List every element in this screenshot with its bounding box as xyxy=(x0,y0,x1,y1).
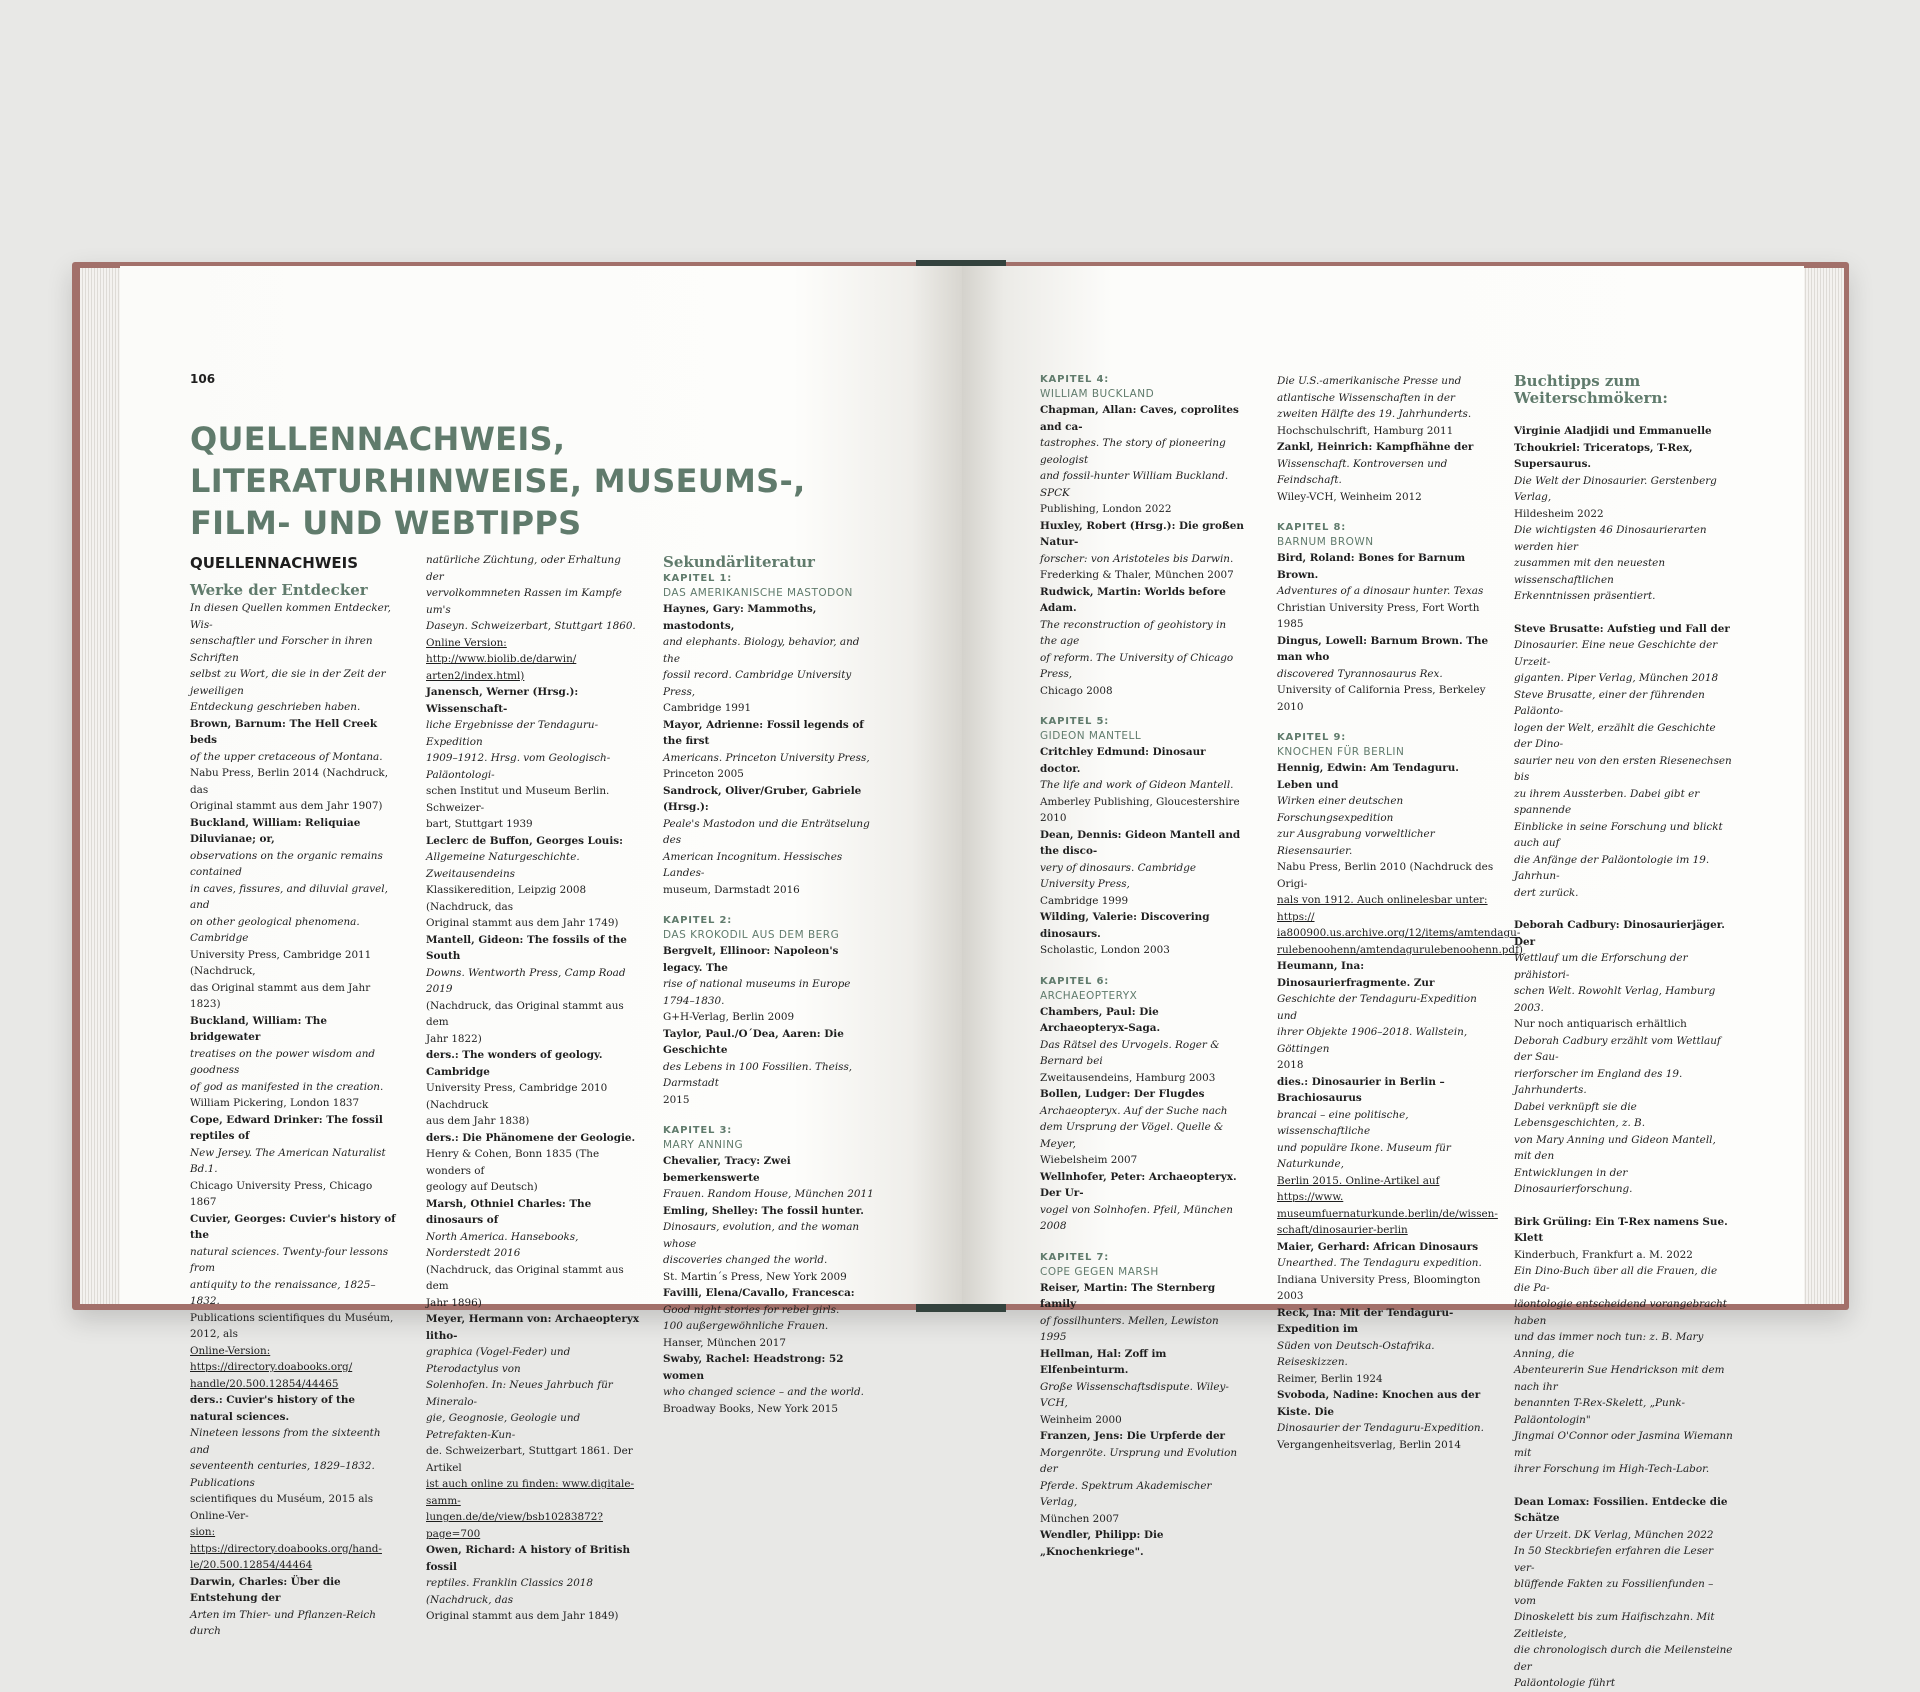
reference-line: geology auf Deutsch) xyxy=(426,1181,538,1193)
chapter-references xyxy=(663,601,878,898)
reference-line[interactable]: museumfuernaturkunde.berlin/de/wissen- xyxy=(1277,1207,1498,1220)
reference-line: logen der Welt, erzählt die Geschichte der Dino- xyxy=(1514,721,1716,750)
reference-line: Mayor, Adrienne: Fossil legends of the first xyxy=(663,718,864,747)
reference-line: Virginie Aladjidi und Emmanuelle xyxy=(1514,425,1712,437)
reference-line: Allgemeine Naturgeschichte. Zweitausendeins xyxy=(426,851,580,880)
reference-line: ihrer Forschung im High-Tech-Labor. xyxy=(1514,1463,1710,1475)
reference-line: Dingus, Lowell: Barnum Brown. The man who xyxy=(1277,634,1489,663)
reference-line: Dean, Dennis: Gideon Mantell and the disco- xyxy=(1040,828,1241,857)
chapter-references xyxy=(1277,550,1497,715)
chapter-references xyxy=(1040,1004,1246,1235)
chapter-number: KAPITEL 1: xyxy=(663,573,733,584)
reference-line: Deborah Cadbury: Dinosaurierjäger. Der xyxy=(1514,919,1725,948)
reference-line: selbst zu Wort, die sie in der Zeit der jeweiligen xyxy=(190,668,386,697)
column-3-sections xyxy=(663,572,878,1417)
reference-line: das Original stammt aus dem Jahr 1823) xyxy=(190,981,371,1010)
reference-line: brancai – eine politische, wissenschaftliche xyxy=(1277,1108,1409,1137)
reference-line: Unearthed. The Tendaguru expedition. xyxy=(1277,1257,1482,1269)
reference-line: natural sciences. Twenty-four lessons from xyxy=(190,1245,389,1274)
reference-line: Erkenntnissen präsentiert. xyxy=(1514,590,1656,602)
reference-line: Peale's Mastodon und die Enträtselung des xyxy=(663,817,870,846)
reference-line: University Press, Cambridge 2011 (Nachdruck, xyxy=(190,948,372,977)
reference-line: de. Schweizerbart, Stuttgart 1861. Der Artikel xyxy=(426,1445,633,1474)
reference-line: fossil record. Cambridge University Press, xyxy=(663,669,852,698)
reference-line: Cambridge 1999 xyxy=(1040,894,1129,907)
reference-line: Swaby, Rachel: Headstrong: 52 women xyxy=(663,1353,844,1382)
reference-line: Indiana University Press, Bloomington 2003 xyxy=(1277,1273,1481,1302)
reference-line: Große Wissenschaftsdispute. Wiley-VCH, xyxy=(1040,1380,1229,1409)
reference-line: University of California Press, Berkeley 2010 xyxy=(1277,684,1486,713)
column-4-sections xyxy=(1040,373,1246,1560)
reference-line: St. Martin´s Press, New York 2009 xyxy=(663,1270,847,1283)
reference-line: Cambridge 1991 xyxy=(663,702,752,714)
reference-line: Hellman, Hal: Zoff im Elfenbeinturm. xyxy=(1040,1347,1167,1376)
book-tip-entry xyxy=(1514,423,1736,605)
reference-line[interactable]: sion: https://directory.doabooks.org/hand- xyxy=(190,1526,382,1555)
reference-line: museum, Darmstadt 2016 xyxy=(663,883,800,896)
reference-line: Dinosaurier. Eine neue Geschichte der Urzeit- xyxy=(1514,639,1718,668)
chapter-references xyxy=(1277,760,1523,1453)
reference-line: The reconstruction of geohistory in the age xyxy=(1040,618,1227,647)
reference-line: Americans. Princeton University Press, xyxy=(663,751,870,764)
reference-line: Hochschulschrift, Hamburg 2011 xyxy=(1277,424,1454,437)
reference-line: Archaeopteryx. Auf der Suche nach xyxy=(1040,1104,1228,1117)
reference-line: Das Rätsel des Urvogels. Roger & Bernard bei xyxy=(1040,1038,1220,1067)
reference-line[interactable]: Online-Version: https://directory.doabooks.org/ xyxy=(190,1344,353,1373)
chapter-number: KAPITEL 4: xyxy=(1040,374,1110,385)
reference-line: Chicago 2008 xyxy=(1040,684,1113,697)
reference-line: Weinheim 2000 xyxy=(1040,1413,1122,1426)
reference-line: Wiebelsheim 2007 xyxy=(1040,1154,1138,1166)
reference-line: atlantische Wissenschaften in der xyxy=(1277,391,1455,404)
column-4 xyxy=(1040,373,1246,1560)
reference-line: Einblicke in seine Forschung und blickt auch auf xyxy=(1514,820,1723,849)
reference-line: Ein Dino-Buch über all die Frauen, die die Pa- xyxy=(1514,1265,1718,1294)
reference-line: bart, Stuttgart 1939 xyxy=(426,818,533,830)
reference-line: Zweitausendeins, Hamburg 2003 xyxy=(1040,1071,1216,1084)
reference-line: vervolkommneten Rassen im Kampfe um's xyxy=(426,587,622,616)
reference-line: Haynes, Gary: Mammoths, mastodonts, xyxy=(663,603,817,632)
reference-line: Morgenröte. Ursprung und Evolution der xyxy=(1040,1446,1238,1475)
book-tip-entry xyxy=(1514,917,1736,1198)
reference-line: Reck, Ina: Mit der Tendaguru-Expedition im xyxy=(1277,1306,1454,1335)
reference-line: discoveries changed the world. xyxy=(663,1254,828,1266)
reference-line: who changed science – and the world. xyxy=(663,1386,864,1398)
reference-line: Hanser, München 2017 xyxy=(663,1336,786,1349)
chapter-number: KAPITEL 5: xyxy=(1040,716,1110,727)
reference-line: forscher: von Aristoteles bis Darwin. xyxy=(1040,552,1234,565)
reference-line: scientifiques du Muséum, 2015 als Online-Ver- xyxy=(190,1493,374,1522)
heading-sekundaerliteratur: Sekundärliteratur xyxy=(663,553,815,571)
reference-line: discovered Tyrannosaurus Rex. xyxy=(1277,667,1443,680)
reference-line: seventeenth centuries, 1829–1832. Publications xyxy=(190,1460,375,1489)
reference-line: rierforscher im England des 19. Jahrhunderts. xyxy=(1514,1067,1683,1096)
page-edges-left xyxy=(80,268,124,1304)
reference-line: zweiten Hälfte des 19. Jahrhunderts. xyxy=(1277,408,1472,420)
column-5 xyxy=(1277,373,1523,1453)
reference-line: Solenhofen. In: Neues Jahrbuch für Mineralo- xyxy=(426,1379,613,1408)
reference-line: Cuvier, Georges: Cuvier's history of the xyxy=(190,1212,396,1241)
reference-line: Meyer, Hermann von: Archaeopteryx litho- xyxy=(426,1313,640,1342)
reference-line: of god as manifested in the creation. xyxy=(190,1080,384,1093)
page-number: 106 xyxy=(190,372,216,386)
reference-line: zur Ausgrabung vorweltlicher Riesensaurier. xyxy=(1277,828,1435,857)
reference-line: Wirken einer deutschen Forschungsexpedition xyxy=(1277,795,1404,824)
reference-line: In diesen Quellen kommen Entdecker, Wis- xyxy=(190,602,391,631)
reference-line: ihrer Objekte 1906–2018. Wallstein, Göttingen xyxy=(1277,1026,1468,1055)
chapter-number: KAPITEL 7: xyxy=(1040,1251,1110,1263)
reference-line: Maier, Gerhard: African Dinosaurs xyxy=(1277,1240,1479,1253)
chapter-references xyxy=(1040,744,1246,959)
reference-line: dies.: Dinosaurier in Berlin – Brachiosaurus xyxy=(1277,1075,1445,1104)
reference-line: Abenteurerin Sue Hendrickson mit dem nach ihr xyxy=(1514,1364,1725,1393)
reference-line: Entdeckung geschrieben haben. xyxy=(190,701,361,713)
reference-line: Mantell, Gideon: The fossils of the South xyxy=(426,933,627,962)
reference-line: Cope, Edward Drinker: The fossil reptiles of xyxy=(190,1113,383,1142)
reference-line: gie, Geognosie, Geologie und Petrefakten-Kun- xyxy=(426,1412,581,1441)
column-6-entries xyxy=(1514,407,1736,1692)
reference-line: Franzen, Jens: Die Urpferde der xyxy=(1040,1430,1226,1442)
reference-line: die Anfänge der Paläontologie im 19. Jahrhun- xyxy=(1514,853,1710,882)
reference-line: Wiley-VCH, Weinheim 2012 xyxy=(1277,490,1422,503)
chapter-title: MARY ANNING xyxy=(663,1139,744,1151)
reference-line: Christian University Press, Fort Worth 1985 xyxy=(1277,601,1480,630)
section-heading-quellennachweis: QUELLENNACHWEIS xyxy=(190,554,358,572)
reference-line: Nineteen lessons from the sixteenth and xyxy=(190,1427,381,1456)
reference-line: Jahr 1896) xyxy=(426,1296,482,1309)
reference-line: Wellnhofer, Peter: Archaeopteryx. Der Ur- xyxy=(1040,1170,1237,1199)
reference-line: Marsh, Othniel Charles: The dinosaurs of xyxy=(426,1197,592,1226)
reference-line: Buckland, William: The bridgewater xyxy=(190,1014,327,1043)
reference-line: Kinderbuch, Frankfurt a. M. 2022 xyxy=(1514,1248,1693,1261)
chapter-title: COPE GEGEN MARSH xyxy=(1040,1265,1159,1278)
reference-line: ders.: Cuvier's history of the natural sciences. xyxy=(190,1394,356,1423)
reference-line: antiquity to the renaissance, 1825–1832. xyxy=(190,1278,376,1307)
reference-line: Geschichte der Tendaguru-Expedition und xyxy=(1277,993,1477,1022)
reference-line: Entwicklungen in der Dinosaurierforschung. xyxy=(1514,1166,1633,1195)
reference-line: Tchoukriel: Triceratops, T-Rex, Supersaurus. xyxy=(1514,441,1693,470)
reference-line: Hennig, Edwin: Am Tendaguru. Leben und xyxy=(1277,762,1459,791)
reference-line: Zankl, Heinrich: Kampfhähne der xyxy=(1277,441,1474,453)
reference-line: Janensch, Werner (Hrsg.): Wissenschaft- xyxy=(426,686,579,715)
reference-line: Amberley Publishing, Gloucestershire 2010 xyxy=(1040,795,1240,824)
reference-line: Dinoskelett bis zum Haifischzahn. Mit Zeitleiste, xyxy=(1514,1611,1715,1640)
reference-line: (Nachdruck, das Original stammt aus dem xyxy=(426,999,624,1028)
column-5-intro xyxy=(1277,373,1497,505)
chapter-title: BARNUM BROWN xyxy=(1277,536,1374,548)
reference-line: University Press, Cambridge 2010 (Nachdruck xyxy=(426,1082,608,1111)
reference-line: tastrophes. The story of pioneering geologist xyxy=(1040,437,1226,466)
reference-line: and fossil-hunter William Buckland. SPCK xyxy=(1040,470,1229,499)
book-tip-entry xyxy=(1514,621,1736,902)
reference-line: schen Welt. Rowohlt Verlag, Hamburg 2003. xyxy=(1514,985,1716,1014)
reference-line: New Jersey. The American Naturalist Bd.1. xyxy=(190,1146,386,1175)
reference-line: Sandrock, Oliver/Gruber, Gabriele (Hrsg.): xyxy=(663,784,862,813)
column-1-body xyxy=(190,600,398,1640)
reference-line: Publishing, London 2022 xyxy=(1040,503,1172,515)
column-6 xyxy=(1514,373,1736,1692)
chapter-number: KAPITEL 3: xyxy=(663,1125,733,1136)
reference-line: Henry & Cohen, Bonn 1835 (The wonders of xyxy=(426,1148,600,1177)
reference-line: zu ihrem Aussterben. Dabei gibt er spannende xyxy=(1514,787,1700,816)
reference-line: Klassikeredition, Leipzig 2008 (Nachdruck, das xyxy=(426,884,587,913)
page-title: QUELLENNACHWEIS, LITERATURHINWEISE, MUSEUMS-, FILM- UND WEBTIPPS xyxy=(190,420,806,542)
reference-line: Reiser, Martin: The Sternberg family xyxy=(1040,1281,1216,1310)
reference-line: vogel von Solnhofen. Pfeil, München 2008 xyxy=(1040,1203,1233,1232)
reference-line: senschaftler und Forscher in ihren Schriften xyxy=(190,635,373,664)
chapter-number: KAPITEL 2: xyxy=(663,915,733,926)
reference-line: Darwin, Charles: Über die Entstehung der xyxy=(190,1575,341,1604)
reference-line: saurier neu von den ersten Riesenechsen bis xyxy=(1514,754,1732,783)
reference-line: des Lebens in 100 Fossilien. Theiss, Darmstadt xyxy=(663,1060,853,1089)
page-edges-right xyxy=(1800,268,1844,1304)
chapter-title: DAS AMERIKANISCHE MASTODON xyxy=(663,587,853,599)
reference-line: Nur noch antiquarisch erhältlich xyxy=(1514,1018,1687,1030)
reference-line: Brown, Barnum: The Hell Creek beds xyxy=(190,717,378,746)
reference-line[interactable]: arten2/index.html) xyxy=(426,669,525,682)
reference-line: Chapman, Allan: Caves, coprolites and ca- xyxy=(1040,404,1239,433)
reference-line[interactable]: ia800900.us.archive.org/12/items/amtendagu- xyxy=(1277,927,1521,939)
reference-line: reptiles. Franklin Classics 2018 (Nachdruck, das xyxy=(426,1577,594,1606)
reference-line: Die U.S.-amerikanische Presse und xyxy=(1277,375,1462,387)
reference-line[interactable]: le/20.500.12854/44464 xyxy=(190,1559,313,1571)
column-2-body xyxy=(426,552,640,1625)
reference-line: Leclerc de Buffon, Georges Louis: xyxy=(426,834,623,847)
reference-line: Heumann, Ina: Dinosaurierfragmente. Zur xyxy=(1277,960,1435,989)
heading-buchtipps: Buchtipps zum Weiterschmökern: xyxy=(1514,372,1668,407)
reference-line: Bergvelt, Ellinoor: Napoleon's legacy. The xyxy=(663,945,839,974)
reference-line[interactable]: schaft/dinosaurier-berlin xyxy=(1277,1224,1408,1236)
reference-line: treatises on the power wisdom and goodness xyxy=(190,1047,376,1076)
chapter-title: WILLIAM BUCKLAND xyxy=(1040,388,1155,400)
reference-line: Dinosaurs, evolution, and the woman whose xyxy=(663,1221,860,1250)
reference-line: Steve Brusatte, einer der führenden Paläonto- xyxy=(1514,688,1705,717)
reference-line: in caves, fissures, and diluvial gravel, and xyxy=(190,882,388,911)
chapter-references xyxy=(663,943,878,1108)
reference-line: Rudwick, Martin: Worlds before Adam. xyxy=(1040,585,1226,614)
reference-line: Emling, Shelley: The fossil hunter. xyxy=(663,1204,864,1217)
reference-line: Die wichtigsten 46 Dinosaurierarten werden hier xyxy=(1514,524,1707,553)
chapter-references xyxy=(1040,402,1246,699)
reference-line[interactable]: handle/20.500.12854/44465 xyxy=(190,1377,339,1390)
book-tip-entry xyxy=(1514,1494,1736,1692)
reference-line: Arten im Thier- und Pflanzen-Reich durch xyxy=(190,1608,376,1637)
reference-line: Nabu Press, Berlin 2010 (Nachdruck des Origi- xyxy=(1277,861,1494,890)
chapter-title: GIDEON MANTELL xyxy=(1040,730,1142,742)
reference-line: graphica (Vogel-Feder) und Pterodactylus von xyxy=(426,1346,571,1375)
reference-line: die chronologisch durch die Meilensteine der xyxy=(1514,1644,1733,1673)
reference-line[interactable]: Online Version: http://www.biolib.de/darwin/ xyxy=(426,636,577,665)
reference-line: München 2007 xyxy=(1040,1512,1120,1525)
reference-line: Chicago University Press, Chicago 1867 xyxy=(190,1179,373,1208)
reference-line: dert zurück. xyxy=(1514,886,1579,899)
reference-line: Wettlauf um die Erforschung der prähistori- xyxy=(1514,952,1688,981)
reference-line: ders.: Die Phänomene der Geologie. xyxy=(426,1131,636,1144)
reference-line: Chevalier, Tracy: Zwei bemerkenswerte xyxy=(663,1155,791,1184)
reference-line: Steve Brusatte: Aufstieg und Fall der xyxy=(1514,622,1730,635)
reference-line: 100 außergewöhnliche Frauen. xyxy=(663,1320,829,1332)
reference-line: Scholastic, London 2003 xyxy=(1040,944,1170,956)
reference-line: Downs. Wentworth Press, Camp Road 2019 xyxy=(426,966,626,995)
reference-line[interactable]: rulebenoohenn/amtendagurulebenoohenn.pdf) xyxy=(1277,943,1523,956)
reference-line: Original stammt aus dem Jahr 1907) xyxy=(190,800,383,812)
reference-line: Taylor, Paul./O´Dea, Aaren: Die Geschichte xyxy=(663,1027,844,1056)
reference-line: Nabu Press, Berlin 2014 (Nachdruck, das xyxy=(190,767,389,796)
reference-line: Die Welt der Dinosaurier. Gerstenberg Verlag, xyxy=(1514,474,1717,503)
reference-line: Jahr 1822) xyxy=(426,1032,482,1045)
reference-line: The life and work of Gideon Mantell. xyxy=(1040,779,1234,791)
subheading-werke-der-entdecker: Werke der Entdecker xyxy=(190,581,368,599)
reference-line: In 50 Steckbriefen erfahren die Leser ver- xyxy=(1514,1545,1714,1574)
reference-line: Dean Lomax: Fossilien. Entdecke die Schätze xyxy=(1514,1495,1728,1524)
chapter-references xyxy=(663,1153,878,1417)
reference-line: Bollen, Ludger: Der Flugdes xyxy=(1040,1088,1205,1100)
reference-line: 2015 xyxy=(663,1093,690,1106)
reference-line: Wilding, Valerie: Discovering dinosaurs. xyxy=(1040,911,1210,940)
chapter-title: DAS KROKODIL AUS DEM BERG xyxy=(663,929,840,941)
reference-line: Buckland, William: Reliquiae Diluvianae; or, xyxy=(190,816,361,845)
reference-line: und das immer noch tun: z. B. Mary Anning, die xyxy=(1514,1331,1704,1360)
reference-line: Chambers, Paul: Die Archaeopteryx-Saga. xyxy=(1040,1005,1161,1034)
reference-line: der Urzeit. DK Verlag, München 2022 xyxy=(1514,1528,1714,1541)
reference-line: Birk Grüling: Ein T-Rex namens Sue. Klett xyxy=(1514,1215,1728,1244)
reference-line: North America. Hansebooks, Norderstedt 2016 xyxy=(426,1230,579,1259)
reference-line: Svoboda, Nadine: Knochen aus der Kiste. Die xyxy=(1277,1389,1481,1418)
reference-line: Reimer, Berlin 1924 xyxy=(1277,1372,1383,1385)
reference-line: Wendler, Philipp: Die „Knochenkriege". xyxy=(1040,1529,1164,1558)
reference-line: Favilli, Elena/Cavallo, Francesca: xyxy=(663,1287,855,1299)
reference-line: Paläontologie führt xyxy=(1514,1677,1615,1689)
reference-line: von Mary Anning und Gideon Mantell, mit den xyxy=(1514,1133,1716,1162)
column-1 xyxy=(190,552,398,1640)
reference-line: giganten. Piper Verlag, München 2018 xyxy=(1514,672,1719,684)
reference-line: on other geological phenomena. Cambridge xyxy=(190,915,360,944)
reference-line: Vergangenheitsverlag, Berlin 2014 xyxy=(1277,1438,1461,1451)
reference-line: of fossilhunters. Mellen, Lewiston 1995 xyxy=(1040,1314,1219,1343)
reference-line[interactable]: ist auch online zu finden: www.digitale-samm- xyxy=(426,1478,635,1507)
reference-line: dem Ursprung der Vögel. Quelle & Meyer, xyxy=(1040,1121,1224,1150)
book-tip-entry xyxy=(1514,1214,1736,1478)
reference-line: Pferde. Spektrum Akademischer Verlag, xyxy=(1040,1479,1212,1508)
reference-line: (Nachdruck, das Original stammt aus dem xyxy=(426,1263,624,1292)
column-2 xyxy=(426,552,640,1625)
reference-line: Wissenschaft. Kontroversen und Feindschaft. xyxy=(1277,457,1448,486)
reference-line: aus dem Jahr 1838) xyxy=(426,1115,530,1127)
reference-line: Hildesheim 2022 xyxy=(1514,507,1604,520)
chapter-references xyxy=(1040,1280,1246,1561)
reference-line: Publications scientifiques du Muséum, 2012, als xyxy=(190,1311,394,1340)
chapter-number: KAPITEL 8: xyxy=(1277,522,1347,533)
reference-line: Bird, Roland: Bones for Barnum Brown. xyxy=(1277,552,1466,581)
reference-line[interactable]: Berlin 2015. Online-Artikel auf https://www. xyxy=(1277,1174,1440,1203)
reference-line: Deborah Cadbury erzählt vom Wettlauf der Sau- xyxy=(1514,1034,1721,1063)
reference-line: benannten T-Rex-Skelett, „Punk-Paläontologin" xyxy=(1514,1397,1686,1426)
reference-line: G+H-Verlag, Berlin 2009 xyxy=(663,1011,795,1023)
reference-line: of reform. The University of Chicago Press, xyxy=(1040,651,1234,680)
chapter-title: ARCHAEOPTERYX xyxy=(1040,989,1138,1002)
reference-line: of the upper cretaceous of Montana. xyxy=(190,750,383,763)
reference-line: liche Ergebnisse der Tendaguru-Expedition xyxy=(426,719,599,748)
reference-line: Critchley Edmund: Dinosaur doctor. xyxy=(1040,746,1206,775)
reference-line: Jingmai O'Connor oder Jasmina Wiemann mit xyxy=(1514,1430,1733,1459)
column-5-sections xyxy=(1277,521,1523,1453)
reference-line: Broadway Books, New York 2015 xyxy=(663,1402,839,1415)
reference-line: natürliche Züchtung, oder Erhaltung der xyxy=(426,554,621,583)
reference-line: läontologie entscheidend vorangebracht haben xyxy=(1514,1298,1727,1327)
reference-line: Dabei verknüpft sie die Lebensgeschichten, z. B. xyxy=(1514,1100,1645,1129)
reference-line: Original stammt aus dem Jahr 1749) xyxy=(426,917,619,929)
reference-line: observations on the organic remains contained xyxy=(190,849,383,878)
reference-line: Süden von Deutsch-Ostafrika. Reiseskizzen. xyxy=(1277,1339,1435,1368)
reference-line: Original stammt aus dem Jahr 1849) xyxy=(426,1610,619,1622)
reference-line: Frederking & Thaler, München 2007 xyxy=(1040,569,1234,581)
reference-line: 2018 xyxy=(1277,1059,1304,1071)
reference-line: Good night stories for rebel girls. xyxy=(663,1303,840,1316)
chapter-number: KAPITEL 9: xyxy=(1277,732,1347,743)
reference-line: 1909–1912. Hrsg. vom Geologisch-Paläontologi- xyxy=(426,752,611,781)
reference-line: very of dinosaurs. Cambridge University Press, xyxy=(1040,861,1197,890)
reference-line: Owen, Richard: A history of British fossil xyxy=(426,1544,631,1573)
reference-line: und populäre Ikone. Museum für Naturkunde, xyxy=(1277,1141,1451,1170)
reference-line: American Incognitum. Hessisches Landes- xyxy=(663,850,843,879)
reference-line: blüffende Fakten zu Fossilienfunden – vom xyxy=(1514,1578,1714,1607)
column-3 xyxy=(663,552,878,1417)
reference-line: William Pickering, London 1837 xyxy=(190,1097,360,1109)
reference-line: Dinosaurier der Tendaguru-Expedition. xyxy=(1277,1422,1484,1434)
reference-line: Daseyn. Schweizerbart, Stuttgart 1860. xyxy=(426,620,636,632)
reference-line: zusammen mit den neuesten wissenschaftlichen xyxy=(1514,557,1666,586)
reference-line: rise of national museums in Europe 1794–1830. xyxy=(663,978,851,1007)
reference-line: schen Institut und Museum Berlin. Schweizer- xyxy=(426,785,610,814)
chapter-title: KNOCHEN FÜR BERLIN xyxy=(1277,746,1405,758)
reference-line: Adventures of a dinosaur hunter. Texas xyxy=(1277,585,1484,597)
reference-line: and elephants. Biology, behavior, and the xyxy=(663,636,860,665)
reference-line[interactable]: lungen.de/de/view/bsb10283872?page=700 xyxy=(426,1511,603,1540)
reference-line: ders.: The wonders of geology. Cambridge xyxy=(426,1049,603,1078)
reference-line: Huxley, Robert (Hrsg.): Die großen Natur- xyxy=(1040,519,1244,548)
reference-line: Frauen. Random House, München 2011 xyxy=(663,1188,874,1200)
reference-line: Princeton 2005 xyxy=(663,768,744,780)
reference-line[interactable]: nals von 1912. Auch onlinelesbar unter: https:// xyxy=(1277,894,1488,923)
chapter-number: KAPITEL 6: xyxy=(1040,975,1110,987)
